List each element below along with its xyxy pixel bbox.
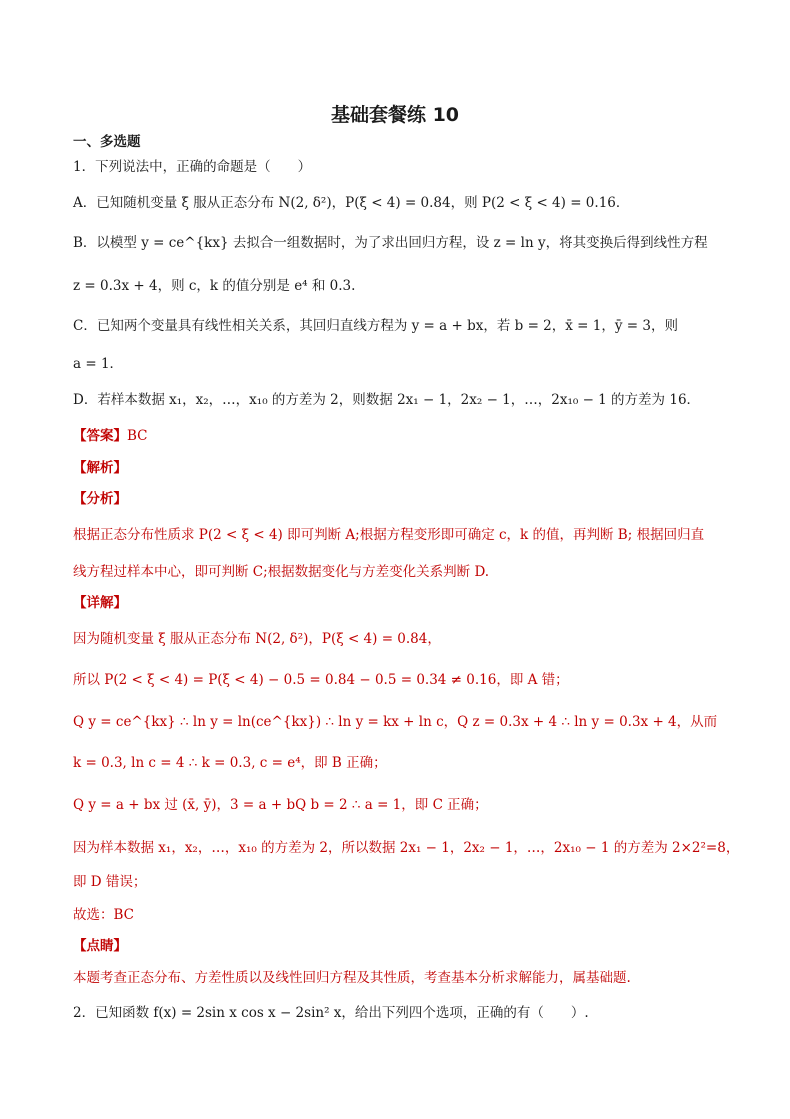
- fenxi-line1: 根据正态分布性质求 P(2 < ξ < 4) 即可判断 A;根据方程变形即可确定 c，k 的值，再判断 B; 根据回归直: [73, 527, 705, 543]
- dianjing-label: 【点睛】: [73, 938, 127, 954]
- q1-option-d: D．若样本数据 x₁，x₂，…，x₁₀ 的方差为 2，则数据 2x₁ − 1，2x₂ − 1，…，2x₁₀ − 1 的方差为 16．: [73, 392, 701, 408]
- detail-line3: Q y = ce^{kx} ∴ ln y = ln(ce^{kx}) ∴ ln y = kx + ln c，Q z = 0.3x + 4 ∴ ln y = 0.3x + 4，从而: [73, 714, 718, 730]
- answer-label: 【答案】: [73, 428, 127, 444]
- detail-line5: Q y = a + bx 过 (x̄, ȳ)，3 = a + bQ b = 2 ∴ a = 1，即 C 正确；: [73, 797, 488, 813]
- detail-line2: 所以 P(2 < ξ < 4) = P(ξ < 4) − 0.5 = 0.84 − 0.5 = 0.34 ≠ 0.16，即 A 错；: [73, 672, 569, 688]
- detail-line8: 故选：BC: [73, 907, 135, 923]
- answer-value: BC: [127, 428, 148, 444]
- page-title: 基础套餐练 10: [330, 104, 460, 126]
- fenxi-line2: 线方程过样本中心，即可判断 C;根据数据变化与方差变化关系判断 D.: [73, 564, 490, 580]
- answer-row: [73, 426, 730, 446]
- fenxi-label: 【分析】: [73, 491, 127, 507]
- section-heading: 一、多选题: [73, 134, 141, 150]
- q1-option-c-line1: C．已知两个变量具有线性相关关系，其回归直线方程为 y = a + bx，若 b = 2，x̄ = 1，ȳ = 3，则: [73, 318, 678, 334]
- q1-option-a: A．已知随机变量 ξ 服从正态分布 N(2, δ²)，P(ξ < 4) = 0.84，则 P(2 < ξ < 4) = 0.16．: [73, 195, 630, 211]
- detail-line6: 因为样本数据 x₁，x₂，…，x₁₀ 的方差为 2，所以数据 2x₁ − 1，2x₂ − 1，…，2x₁₀ − 1 的方差为 2×2²=8，: [73, 840, 740, 856]
- detail-line7: 即 D 错误；: [73, 874, 147, 890]
- q1-option-b-line1: B．以模型 y = ce^{kx} 去拟合一组数据时，为了求出回归方程，设 z = ln y，将其变换后得到线性方程: [73, 235, 708, 251]
- q1-option-c-line2: a = 1．: [73, 356, 124, 372]
- xiangjie-label: 【详解】: [73, 595, 127, 611]
- analysis-label: 【解析】: [73, 460, 127, 476]
- detail-line1: 因为随机变量 ξ 服从正态分布 N(2, δ²)，P(ξ < 4) = 0.84，: [73, 631, 441, 647]
- q1-stem: 1．下列说法中，正确的命题是（ ）: [73, 159, 312, 175]
- q2-stem: 2．已知函数 f(x) = 2sin x cos x − 2sin² x，给出下列四个选项，正确的有（ ）.: [73, 1005, 589, 1021]
- q1-option-b-line2: z = 0.3x + 4，则 c，k 的值分别是 e⁴ 和 0.3.: [73, 278, 356, 294]
- dianjing-text: 本题考查正态分布、方差性质以及线性回归方程及其性质，考查基本分析求解能力，属基础题.: [73, 970, 631, 986]
- detail-line4: k = 0.3, ln c = 4 ∴ k = 0.3, c = e⁴，即 B 正确；: [73, 755, 387, 771]
